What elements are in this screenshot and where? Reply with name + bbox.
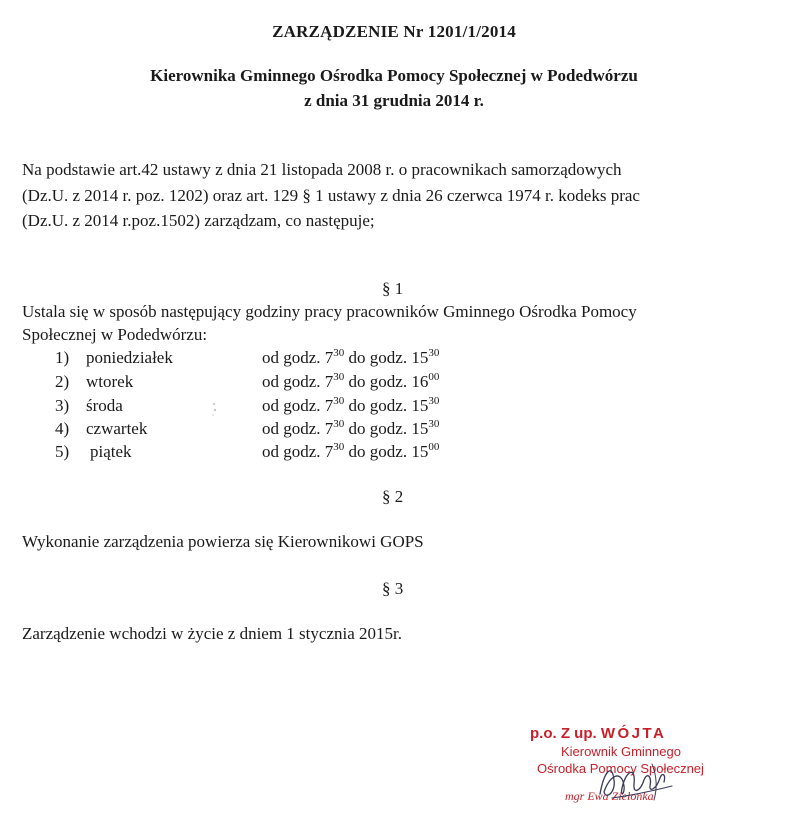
section-1-intro-line-1: Ustala się w sposób następujący godziny pracy pracowników Gminnego Ośrodka Pomocy <box>22 302 637 321</box>
document-subtitle-date: z dnia 31 grudnia 2014 r. <box>304 91 484 110</box>
preamble-line-2: (Dz.U. z 2014 r. poz. 1202) oraz art. 129 § 1 ustawy z dnia 26 czerwca 1974 r. kodeks prac <box>22 186 640 205</box>
schedule-row-number: 4) <box>55 419 70 438</box>
schedule-from-minutes: 30 <box>333 418 345 430</box>
scan-speck-mark <box>210 400 220 420</box>
schedule-from-label: od godz. 7 <box>262 419 334 438</box>
schedule-row-day: środa <box>86 396 123 415</box>
schedule-to-minutes: 30 <box>428 418 440 430</box>
schedule-row-number: 2) <box>55 372 70 391</box>
section-2-text: Wykonanie zarządzenia powierza się Kierownikowi GOPS <box>22 532 424 551</box>
stamp-office: WÓJTA <box>600 725 667 742</box>
schedule-to-label: do godz. 15 <box>348 396 429 415</box>
schedule-from-label: od godz. 7 <box>262 442 334 461</box>
schedule-to-label: do godz. 15 <box>348 419 429 438</box>
schedule-from-minutes: 30 <box>333 395 345 407</box>
stamp-institution: Ośrodka Pomocy Społecznej <box>537 761 704 776</box>
section-1-heading: § 1 <box>382 279 404 298</box>
schedule-to-label: do godz. 15 <box>348 442 429 461</box>
schedule-to-minutes: 00 <box>428 441 440 453</box>
schedule-from-label: od godz. 7 <box>262 372 334 391</box>
schedule-to-label: do godz. 15 <box>348 348 429 367</box>
stamp-position: Kierownik Gminnego <box>561 744 681 759</box>
document-subtitle-issuer: Kierownika Gminnego Ośrodka Pomocy Społecznej w Podedwórzu <box>150 66 638 85</box>
handwritten-signature <box>592 752 682 812</box>
schedule-row-hours <box>262 348 439 368</box>
schedule-to-label: do godz. 16 <box>348 372 429 391</box>
schedule-row-number: 1) <box>55 348 70 367</box>
schedule-row-day: czwartek <box>86 419 148 438</box>
section-3-heading: § 3 <box>382 579 404 598</box>
section-3-text: Zarządzenie wchodzi w życie z dniem 1 stycznia 2015r. <box>22 624 402 643</box>
schedule-row-day: wtorek <box>86 372 134 391</box>
schedule-row-day: piątek <box>90 442 132 461</box>
schedule-row-hours <box>262 419 439 439</box>
section-1-intro-line-2: Społecznej w Podedwórzu: <box>22 325 208 344</box>
schedule-from-minutes: 30 <box>333 371 345 383</box>
stamp-signatory: mgr Ewa Zielonka <box>565 789 654 803</box>
schedule-from-minutes: 30 <box>333 347 345 359</box>
stamp-prefix: p.o. Z up. <box>530 725 597 742</box>
section-2-heading: § 2 <box>382 487 404 506</box>
schedule-row-number: 3) <box>55 396 70 415</box>
schedule-row-hours <box>262 396 439 416</box>
schedule-to-minutes: 30 <box>428 395 440 407</box>
preamble-line-3: (Dz.U. z 2014 r.poz.1502) zarządzam, co następuje; <box>22 211 375 230</box>
schedule-from-label: od godz. 7 <box>262 396 334 415</box>
schedule-row-number: 5) <box>55 442 70 461</box>
schedule-to-minutes: 30 <box>428 347 440 359</box>
schedule-from-minutes: 30 <box>333 441 345 453</box>
schedule-from-label: od godz. 7 <box>262 348 334 367</box>
schedule-to-minutes: 00 <box>428 371 440 383</box>
schedule-row-day: poniedziałek <box>86 348 173 367</box>
document-title: ZARZĄDZENIE Nr 1201/1/2014 <box>272 22 516 41</box>
schedule-row-hours <box>262 372 439 392</box>
preamble-line-1: Na podstawie art.42 ustawy z dnia 21 listopada 2008 r. o pracownikach samorządowych <box>22 160 622 179</box>
schedule-row-hours <box>262 442 439 462</box>
stamp-title <box>530 725 666 742</box>
